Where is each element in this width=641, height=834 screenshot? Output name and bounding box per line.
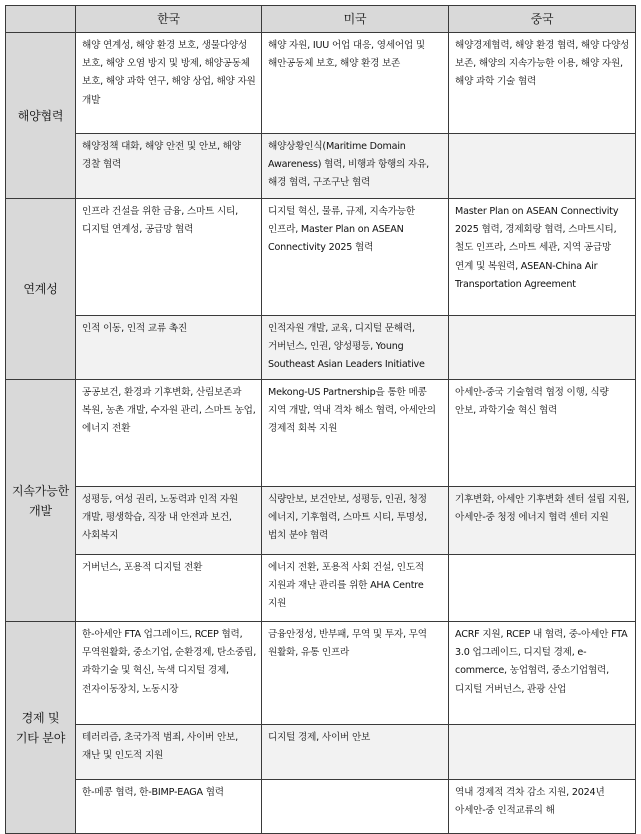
cell-us: 해양 자원, IUU 어업 대응, 영세어업 및 해안공동체 보호, 해양 환경 보존 <box>262 33 449 134</box>
cell-us: 인적자원 개발, 교육, 디지털 문해력, 거버넌스, 인권, 양성평등, Young Southeast Asian Leaders Initiative <box>262 316 449 380</box>
table-row <box>6 134 636 199</box>
table-row <box>6 622 636 725</box>
table-row <box>6 555 636 622</box>
cell-china <box>449 316 636 380</box>
cell-us: 금융안정성, 반부패, 무역 및 투자, 무역 원활화, 유통 인프라 <box>262 622 449 725</box>
cell-korea: 인프라 건설을 위한 금융, 스마트 시티, 디지털 연계성, 공급망 협력 <box>76 199 262 316</box>
category-economy: 경제 및 기타 분야 <box>6 622 76 834</box>
cell-china: 해양경제협력, 해양 환경 협력, 해양 다양성 보존, 해양의 지속가능한 이용, 해양 자원, 해양 과학 기술 협력 <box>449 33 636 134</box>
cell-us <box>262 780 449 834</box>
table-row <box>6 780 636 834</box>
cell-korea: 성평등, 여성 권리, 노동력과 인적 자원 개발, 평생학습, 직장 내 안전과 보건, 사회복지 <box>76 487 262 555</box>
cell-korea: 거버넌스, 포용적 디지털 전환 <box>76 555 262 622</box>
table-row <box>6 199 636 316</box>
cell-korea: 테러리즘, 초국가적 범죄, 사이버 안보, 재난 및 인도적 지원 <box>76 725 262 780</box>
category-connectivity: 연계성 <box>6 199 76 380</box>
table-row <box>6 487 636 555</box>
cell-us: 해양상황인식(Maritime Domain Awareness) 협력, 비행과 항행의 자유, 해경 협력, 구조구난 협력 <box>262 134 449 199</box>
header-us: 미국 <box>262 6 449 33</box>
table-row <box>6 380 636 487</box>
cell-us: 식량안보, 보건안보, 성평등, 인권, 청정 에너지, 기후협력, 스마트 시티, 투명성, 법치 분야 협력 <box>262 487 449 555</box>
cell-china <box>449 725 636 780</box>
category-maritime: 해양협력 <box>6 33 76 199</box>
cell-us: 디지털 경제, 사이버 안보 <box>262 725 449 780</box>
table-row <box>6 33 636 134</box>
table-row <box>6 316 636 380</box>
cell-korea: 한-메콩 협력, 한-BIMP-EAGA 협력 <box>76 780 262 834</box>
cell-china: 아세안-중국 기술협력 협정 이행, 식량 안보, 과학기술 혁신 협력 <box>449 380 636 487</box>
table-row <box>6 725 636 780</box>
cell-korea: 해양정책 대화, 해양 안전 및 안보, 해양 경찰 협력 <box>76 134 262 199</box>
header-blank <box>6 6 76 33</box>
cell-korea: 인적 이동, 인적 교류 촉진 <box>76 316 262 380</box>
cell-china: Master Plan on ASEAN Connectivity 2025 협력, 경제회랑 협력, 스마트시티, 철도 인프라, 스마트 세관, 지역 공급망 연계 및 복원력, ASEAN-China Air Transportation Agreement <box>449 199 636 316</box>
cell-china <box>449 134 636 199</box>
cell-us: Mekong-US Partnership을 통한 메콩 지역 개발, 역내 격차 해소 협력, 아세안의 경제적 회복 지원 <box>262 380 449 487</box>
header-china: 중국 <box>449 6 636 33</box>
cell-korea: 한-아세안 FTA 업그레이드, RCEP 협력, 무역원활화, 중소기업, 순환경제, 탄소중립, 과학기술 및 혁신, 녹색 디지털 경제, 전자이동장치, 노동시장 <box>76 622 262 725</box>
cell-china: ACRF 지원, RCEP 내 협력, 중-아세안 FTA 3.0 업그레이드, 디지털 경제, e-commerce, 농업협력, 중소기업협력, 디지털 거버넌스, 관광 산업 <box>449 622 636 725</box>
cell-us: 에너지 전환, 포용적 사회 건설, 인도적 지원과 재난 관리를 위한 AHA Centre 지원 <box>262 555 449 622</box>
cooperation-comparison-table <box>5 5 636 834</box>
cell-korea: 해양 연계성, 해양 환경 보호, 생물다양성 보호, 해양 오염 방지 및 방제, 해양공동체 보호, 해양 과학 연구, 해양 상업, 해양 자원 개발 <box>76 33 262 134</box>
cell-us: 디지털 혁신, 물류, 규제, 지속가능한 인프라, Master Plan on ASEAN Connectivity 2025 협력 <box>262 199 449 316</box>
header-row <box>6 6 636 33</box>
header-korea: 한국 <box>76 6 262 33</box>
category-sustainable: 지속가능한 개발 <box>6 380 76 622</box>
cell-korea: 공공보건, 환경과 기후변화, 산림보존과 복원, 농촌 개발, 수자원 관리, 스마트 농업, 에너지 전환 <box>76 380 262 487</box>
cell-china: 역내 경제적 격차 감소 지원, 2024년 아세안-중 인적교류의 해 <box>449 780 636 834</box>
cell-china: 기후변화, 아세안 기후변화 센터 설립 지원, 아세안-중 청정 에너지 협력 센터 지원 <box>449 487 636 555</box>
cell-china <box>449 555 636 622</box>
